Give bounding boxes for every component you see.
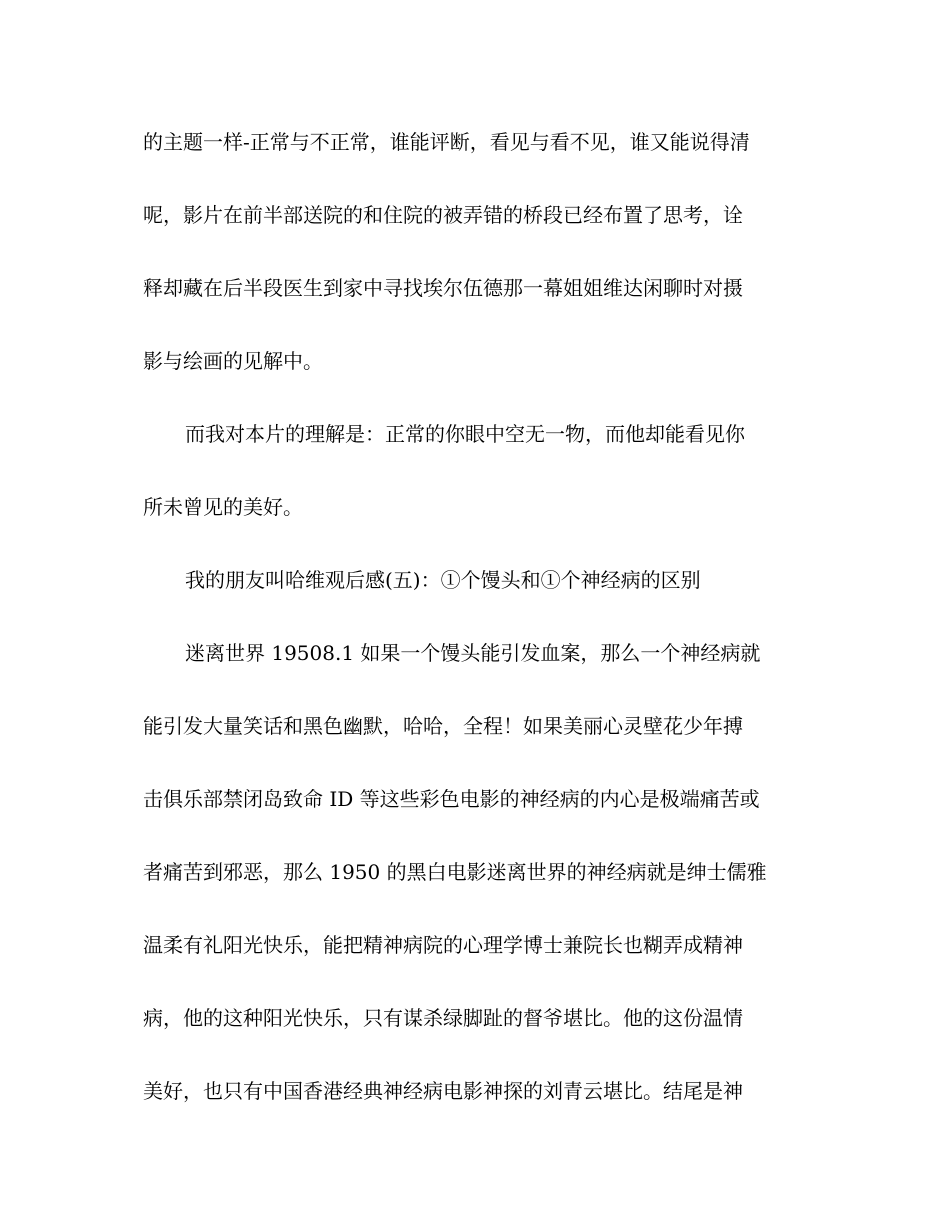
text-line-10: 击俱乐部禁闭岛致命 ID 等这些彩色电影的神经病的内心是极端痛苦或 (143, 787, 760, 811)
text-line-6: 所未曾见的美好。 (143, 495, 303, 519)
section-heading: 我的朋友叫哈维观后感(五)：①个馒头和①个神经病的区别 (185, 568, 701, 592)
text-line-1: 的主题一样-正常与不正常，谁能评断，看见与看不见，谁又能说得清 (143, 130, 750, 154)
text-line-14: 美好，也只有中国香港经典神经病电影神探的刘青云堪比。结尾是神 (143, 1079, 743, 1103)
text-line-2: 呢，影片在前半部送院的和住院的被弄错的桥段已经布置了思考，诠 (143, 203, 743, 227)
text-line-13: 病，他的这种阳光快乐，只有谋杀绿脚趾的督爷堪比。他的这份温情 (143, 1006, 743, 1030)
text-line-5: 而我对本片的理解是：正常的你眼中空无一物，而他却能看见你 (185, 422, 745, 446)
text-line-8: 迷离世界 19508.1 如果一个馒头能引发血案，那么一个神经病就 (185, 641, 761, 665)
text-line-9: 能引发大量笑话和黑色幽默，哈哈，全程！如果美丽心灵壁花少年搏 (143, 714, 743, 738)
text-line-11: 者痛苦到邪恶，那么 1950 的黑白电影迷离世界的神经病就是绅士儒雅 (143, 860, 767, 884)
text-line-3: 释却藏在后半段医生到家中寻找埃尔伍德那一幕姐姐维达闲聊时对摄 (143, 276, 743, 300)
text-line-4: 影与绘画的见解中。 (143, 349, 323, 373)
text-line-12: 温柔有礼阳光快乐，能把精神病院的心理学博士兼院长也糊弄成精神 (143, 933, 743, 957)
